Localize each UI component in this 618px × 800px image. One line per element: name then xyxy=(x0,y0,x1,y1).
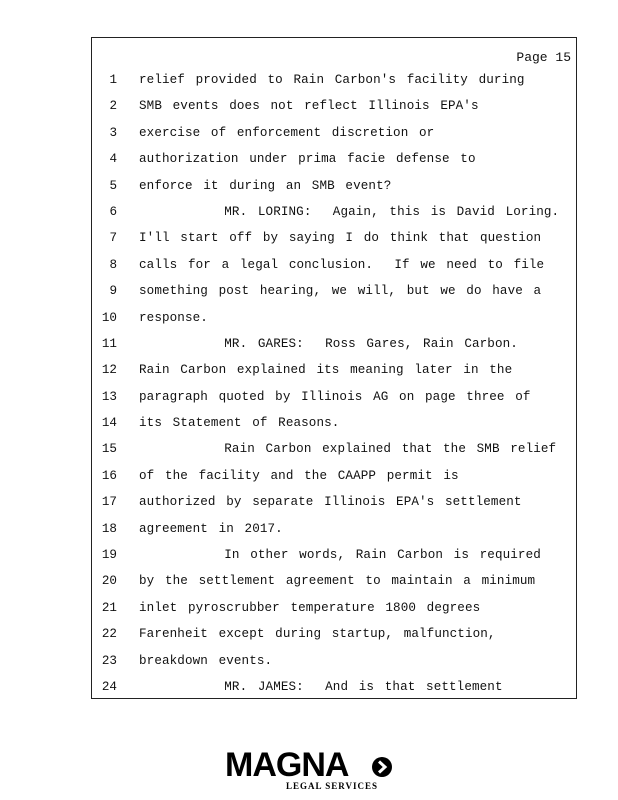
line-text: Rain Carbon explained its meaning later in the xyxy=(139,363,513,378)
line-number: 14 xyxy=(101,416,117,431)
transcript-line xyxy=(92,311,576,337)
line-number: 9 xyxy=(109,284,117,299)
transcript-line xyxy=(92,363,576,389)
line-number: 23 xyxy=(101,653,117,668)
line-number: 5 xyxy=(109,178,117,193)
line-number: 10 xyxy=(101,310,117,325)
line-number: 3 xyxy=(109,125,117,140)
line-text: exercise of enforcement discretion or xyxy=(139,125,435,140)
line-text: by the settlement agreement to maintain a minimum xyxy=(139,574,536,589)
line-text: Farenheit except during startup, malfunction, xyxy=(139,627,496,642)
line-text: I'll start off by saying I do think that question xyxy=(139,231,542,246)
line-text: breakdown events. xyxy=(139,653,273,668)
line-number: 13 xyxy=(101,389,117,404)
transcript-line xyxy=(92,390,576,416)
line-number: 11 xyxy=(101,336,117,351)
transcript-line xyxy=(92,205,576,231)
line-text: paragraph quoted by Illinois AG on page three of xyxy=(139,389,531,404)
line-number: 6 xyxy=(109,204,117,219)
line-number: 22 xyxy=(101,627,117,642)
line-number: 1 xyxy=(109,73,117,87)
transcript-line xyxy=(92,601,576,627)
line-text: Rain Carbon explained that the SMB relief xyxy=(139,442,557,457)
transcript-line xyxy=(92,258,576,284)
line-text: inlet pyroscrubber temperature 1800 degrees xyxy=(139,600,481,615)
line-number: 12 xyxy=(101,363,117,378)
line-text: SMB events does not reflect Illinois EPA's xyxy=(139,99,479,114)
line-text: relief provided to Rain Carbon's facility during xyxy=(139,73,525,87)
transcript-line xyxy=(92,126,576,152)
line-number: 2 xyxy=(109,99,117,114)
transcript-line xyxy=(92,152,576,178)
chevron-right-circle-icon xyxy=(371,756,393,778)
transcript-line xyxy=(92,680,576,706)
line-text: authorized by separate Illinois EPA's settlement xyxy=(139,495,522,510)
transcript-line xyxy=(92,469,576,495)
line-number: 19 xyxy=(101,548,117,563)
transcript-line xyxy=(92,73,576,99)
line-number: 18 xyxy=(101,521,117,536)
page-number: Page 15 xyxy=(516,50,571,65)
transcript-line xyxy=(92,627,576,653)
line-text: MR. GARES: Ross Gares, Rain Carbon. xyxy=(139,336,518,351)
transcript-line xyxy=(92,654,576,680)
line-number: 17 xyxy=(101,495,117,510)
magna-logo xyxy=(225,748,395,792)
line-text: response. xyxy=(139,310,208,325)
transcript-line xyxy=(92,574,576,600)
line-number: 7 xyxy=(109,231,117,246)
transcript-line xyxy=(92,284,576,310)
line-text: calls for a legal conclusion. If we need to file xyxy=(139,257,545,272)
transcript-line xyxy=(92,179,576,205)
line-text: enforce it during an SMB event? xyxy=(139,178,392,193)
transcript-line xyxy=(92,337,576,363)
transcript-line xyxy=(92,99,576,125)
line-number: 21 xyxy=(101,600,117,615)
line-number: 24 xyxy=(101,679,117,694)
logo-tagline: LEGAL SERVICES xyxy=(286,781,378,791)
line-text: its Statement of Reasons. xyxy=(139,416,340,431)
line-text: In other words, Rain Carbon is required xyxy=(139,548,541,563)
line-number: 20 xyxy=(101,574,117,589)
transcript-line xyxy=(92,416,576,442)
logo-wordmark: MAGNA xyxy=(225,746,349,784)
line-text: authorization under prima facie defense to xyxy=(139,152,476,167)
line-text: MR. JAMES: And is that settlement xyxy=(139,679,503,694)
line-number: 4 xyxy=(109,152,117,167)
transcript-page xyxy=(91,37,577,699)
line-text: something post hearing, we will, but we do have a xyxy=(139,284,542,299)
transcript-lines xyxy=(92,73,576,706)
transcript-line xyxy=(92,548,576,574)
transcript-line xyxy=(92,442,576,468)
line-text: agreement in 2017. xyxy=(139,521,283,536)
transcript-line xyxy=(92,522,576,548)
transcript-line xyxy=(92,231,576,257)
transcript-line xyxy=(92,495,576,521)
line-number: 15 xyxy=(101,442,117,457)
line-text: of the facility and the CAAPP permit is xyxy=(139,468,459,483)
line-number: 8 xyxy=(109,257,117,272)
line-number: 16 xyxy=(101,468,117,483)
line-text: MR. LORING: Again, this is David Loring. xyxy=(139,204,560,219)
